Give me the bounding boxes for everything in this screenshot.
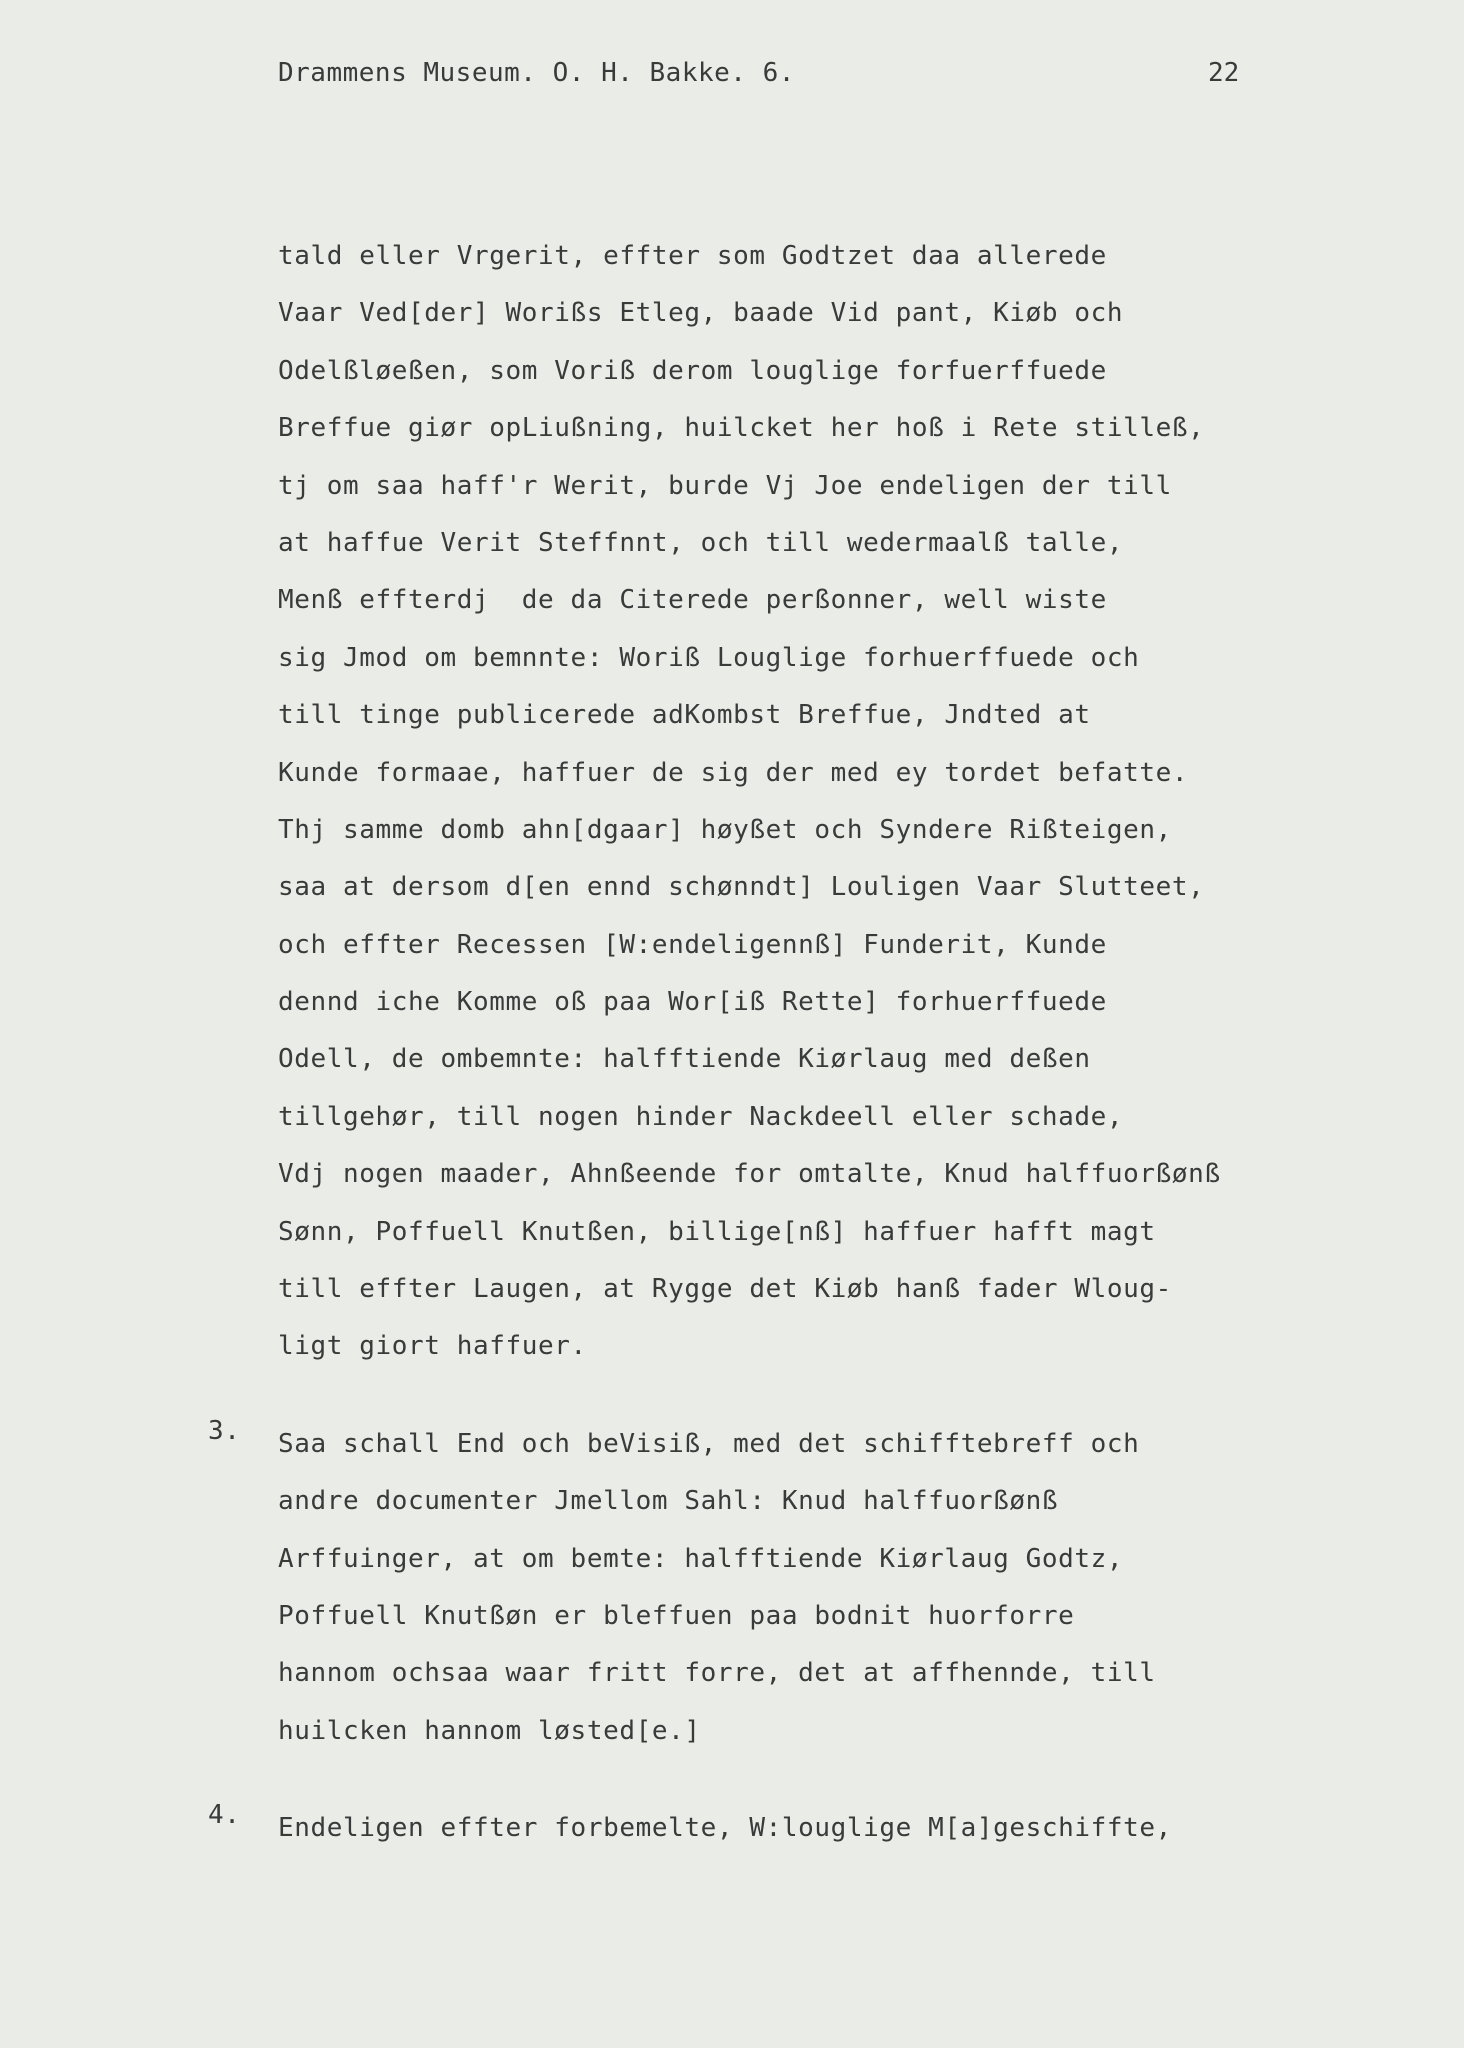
text-line: Arffuinger, at om bemte: halfftiende Kiørlaug Godtz, — [278, 1543, 1124, 1574]
text-line: tald eller Vrgerit, effter som Godtzet daa allerede — [278, 241, 1107, 271]
paragraph-gap — [278, 1376, 1298, 1416]
text-line: sig Jmod om bemnnte: Woriß Louglige forhuerffuede och — [278, 642, 1140, 673]
text-line: Thj samme domb ahn[dgaar] høyßet och Syndere Rißteigen, — [278, 814, 1172, 845]
text-line: saa at dersom d[en ennd schønndt] Louligen Vaar Slutteet, — [278, 872, 1205, 903]
paragraph-gap — [278, 1760, 1298, 1800]
text-line: tillgehør, till nogen hinder Nackdeell eller schade, — [278, 1101, 1124, 1132]
text-line: dennd iche Komme oß paa Wor[iß Rette] forhuerffuede — [278, 987, 1107, 1018]
text-line: Odell, de ombemnte: halfftiende Kiørlaug med deßen — [278, 1044, 1091, 1075]
text-line: Poffuell Knutßøn er bleffuen paa bodnit huorforre — [278, 1600, 1075, 1631]
numbered-item-3 — [208, 1415, 1298, 1760]
text-line: at haffue Verit Steffnnt, och till wedermaalß talle, — [278, 527, 1124, 558]
text-line: huilcken hannom løsted[e.] — [278, 1715, 701, 1746]
body-text — [208, 228, 1298, 1858]
text-line: Odelßløeßen, som Voriß derom louglige forfuerffuede — [278, 355, 1107, 386]
text-line: Vaar Ved[der] Worißs Etleg, baade Vid pant, Kiøb och — [278, 298, 1124, 329]
text-line: ligt giort haffuer. — [278, 1331, 587, 1362]
item-number: 4. — [208, 1800, 241, 1831]
text-line: till effter Laugen, at Rygge det Kiøb hanß fader Wloug- — [278, 1274, 1172, 1305]
page-number: 22 — [1208, 58, 1240, 88]
text-line: andre documenter Jmellom Sahl: Knud halffuorßønß — [278, 1486, 1059, 1517]
text-line: Menß effterdj de da Citerede perßonner, well wiste — [278, 585, 1107, 616]
text-line: Sønn, Poffuell Knutßen, billige[nß] haffuer hafft magt — [278, 1216, 1156, 1247]
text-line: Saa schall End och beVisiß, med det schifftebreff och — [278, 1428, 1140, 1459]
text-line: och effter Recessen [W:endeligennß] Funderit, Kunde — [278, 929, 1107, 960]
page-header: Drammens Museum. O. H. Bakke. 6. — [278, 58, 795, 88]
text-line: hannom ochsaa waar fritt forre, det at affhennde, till — [278, 1658, 1156, 1689]
text-line: Endeligen effter forbemelte, W:louglige M[a]geschiffte, — [278, 1813, 1172, 1844]
text-line: tj om saa haff'r Werit, burde Vj Joe endeligen der till — [278, 470, 1172, 501]
text-line: Breffue giør opLiußning, huilcket her hoß i Rete stilleß, — [278, 413, 1205, 444]
numbered-item-4 — [208, 1800, 1298, 1857]
text-line: till tinge publicerede adKombst Breffue, Jndted at — [278, 700, 1091, 731]
text-line: Vdj nogen maader, Ahnßeende for omtalte, Knud halffuorßønß — [278, 1159, 1221, 1190]
text-line: Kunde formaae, haffuer de sig der med ey tordet befatte. — [278, 757, 1189, 788]
item-number: 3. — [208, 1415, 241, 1446]
